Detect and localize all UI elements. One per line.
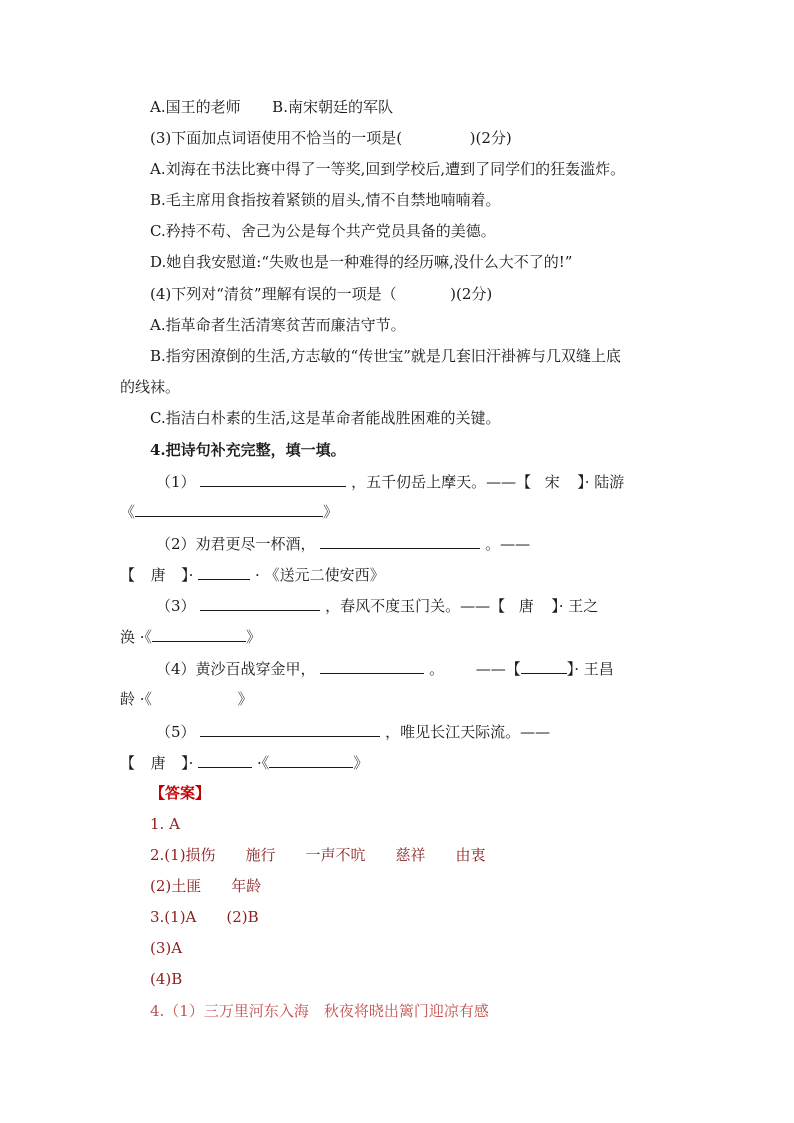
answer-3-part-3: (3)A (150, 939, 183, 957)
poem-5-blank[interactable] (200, 721, 380, 737)
poem-3-blank[interactable] (200, 595, 320, 611)
q3-sub3-option-d: D.她自我安慰道:“失败也是一种难得的经历嘛,没什么大不了的!” (150, 253, 573, 271)
poem-1-title-close: 》 (323, 503, 339, 521)
poem-3-dynasty: 唐 (518, 597, 534, 615)
poem-2-title: 《送元二使安西》 (264, 566, 385, 584)
poem-2-dynasty: 唐 (150, 566, 166, 584)
answer-2-part-2: (2)土匪 年龄 (150, 877, 262, 895)
poem-4-text: （4）黄沙百战穿金甲， (156, 660, 316, 678)
answer-3-part-4: (4)B (150, 970, 183, 988)
poem-1-title-blank[interactable] (135, 501, 323, 517)
q4-poem-5-source (120, 752, 368, 773)
q4-poem-5 (156, 721, 550, 742)
q3-sub4-option-b-line1: B.指穷困潦倒的生活,方志敏的“传世宝”就是几套旧汗褂裤与几双缝上底 (150, 347, 621, 365)
poem-3-author-cont: 涣 ·《 (120, 628, 153, 646)
poem-5-text: ，唯见长江天际流。—— (385, 723, 551, 741)
poem-4-period: 。 (429, 660, 445, 678)
q3-options-line-2 (150, 97, 393, 117)
sub3-stem-text: (3)下面加点词语使用不恰当的一项是( (150, 129, 403, 147)
option-b-text: B.南宋朝廷的军队 (272, 98, 393, 116)
poem-2-author-blank[interactable] (198, 564, 250, 580)
poem-3-text: ，春风不度玉门关。——【 (325, 597, 506, 615)
q4-poem-2-source (120, 564, 385, 585)
sub4-points-text: )(2分) (450, 285, 493, 303)
option-a-text: A.国王的老师 (150, 98, 241, 116)
poem-2-blank[interactable] (320, 533, 480, 549)
q3-sub4-stem (150, 284, 492, 304)
poem-3-title-blank[interactable] (152, 626, 246, 642)
poem-1-dynasty: 宋 (544, 473, 560, 491)
sub4-stem-text: (4)下列对“清贫”理解有误的一项是（ (150, 285, 397, 303)
poem-3-number: （3） (156, 597, 196, 615)
q4-poem-3-title-line (120, 626, 261, 647)
q3-sub3-stem (150, 128, 512, 148)
poem-1-number: （1） (156, 473, 196, 491)
answer-2-part-1: 2.(1)损伤 施行 一声不吭 慈祥 由衷 (150, 846, 486, 864)
q3-sub3-option-a: A.刘海在书法比赛中得了一等奖,回到学校后,遭到了同学们的狂轰滥炸。 (150, 160, 626, 178)
q3-sub4-option-c: C.指洁白朴素的生活,这是革命者能战胜困难的关键。 (150, 409, 501, 427)
q4-poem-1 (156, 471, 624, 492)
poem-5-number: （5） (156, 723, 196, 741)
poem-4-author: 】· 王昌 (566, 660, 614, 678)
poem-5-dot: ·《 (257, 754, 270, 772)
poem-1-title-open: 《 (120, 503, 136, 521)
poem-5-bracket-close: 】· (181, 754, 194, 772)
poem-2-dot: · (255, 566, 260, 584)
sub3-points-text: )(2分) (469, 129, 512, 147)
poem-4-author-cont: 龄 ·《 (120, 690, 153, 708)
q3-sub3-option-c: C.矜持不苟、舍己为公是每个共产党员具备的美德。 (150, 222, 496, 240)
poem-2-dash: 。—— (485, 535, 531, 553)
q4-poem-3 (156, 595, 598, 616)
poem-2-bracket-open: 【 (120, 566, 136, 584)
poem-2-text: （2）劝君更尽一杯酒， (156, 535, 316, 553)
q3-sub3-option-b: B.毛主席用食指按着紧锁的眉头,情不自禁地喃喃着。 (150, 191, 501, 209)
poem-5-author-blank[interactable] (198, 752, 252, 768)
answer-4-part-1: 4.（1）三万里河东入海 秋夜将晓出篱门迎凉有感 (150, 1002, 489, 1020)
poem-1-text: ，五千仞岳上摩天。——【 (351, 473, 532, 491)
poem-5-title-close: 》 (353, 754, 369, 772)
answer-heading: 【答案】 (150, 784, 211, 802)
poem-4-dash: ——【 (475, 660, 521, 678)
q4-poem-4-title-line (120, 689, 253, 709)
q4-poem-2 (156, 533, 530, 554)
q3-sub4-option-a: A.指革命者生活清寒贫苦而廉洁守节。 (150, 316, 406, 334)
poem-5-bracket-open: 【 (120, 754, 136, 772)
poem-1-author: 】· 陆游 (577, 473, 625, 491)
poem-3-author: 】· 王之 (551, 597, 599, 615)
q4-poem-4 (156, 658, 614, 679)
poem-5-dynasty: 唐 (150, 754, 166, 772)
poem-4-blank[interactable] (320, 658, 424, 674)
answer-1: 1. A (150, 815, 180, 833)
q4-poem-1-title-line (120, 501, 338, 522)
poem-1-blank[interactable] (200, 471, 346, 487)
q3-sub4-option-b-line2: 的线袜。 (120, 378, 181, 396)
poem-3-title-close: 》 (246, 628, 262, 646)
poem-5-title-blank[interactable] (269, 752, 353, 768)
answer-3-part-1: 3.(1)A (2)B (150, 908, 259, 926)
poem-4-title-close: 》 (237, 690, 253, 708)
q4-title: 4.把诗句补充完整，填一填。 (150, 441, 346, 459)
poem-4-dynasty-blank[interactable] (521, 658, 567, 674)
poem-2-bracket-close: 】· (181, 566, 194, 584)
